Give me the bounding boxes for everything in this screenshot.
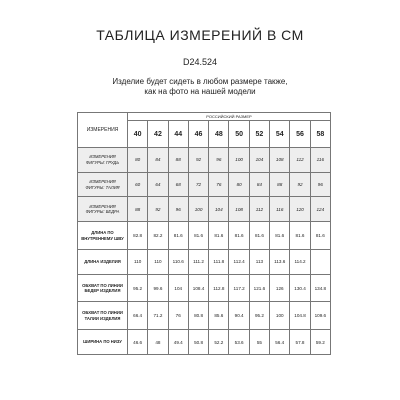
table-cell: 80.8 — [188, 302, 208, 330]
table-row — [78, 274, 331, 302]
table-cell: 130.4 — [290, 274, 310, 302]
row-label: ОБХВАТ ПО ЛИНИИ ТАЛИИ ИЗДЕЛИЯ — [78, 302, 128, 330]
row-label: ОБХВАТ ПО ЛИНИИ БЕДЕР ИЗДЕЛИЯ — [78, 274, 128, 302]
size-header-cell: 40 — [128, 121, 148, 148]
table-cell: 81.6 — [188, 222, 208, 250]
table-cell: 108 — [270, 148, 290, 173]
table-cell: 53.6 — [229, 330, 249, 355]
table-row — [78, 302, 331, 330]
table-cell: 56.4 — [270, 330, 290, 355]
table-cell: 82.2 — [148, 222, 168, 250]
table-cell: 81.6 — [290, 222, 310, 250]
size-header-cell: 54 — [270, 121, 290, 148]
table-cell: 95.2 — [249, 302, 269, 330]
measurements-header: ИЗМЕРЕНИЯ — [78, 113, 128, 148]
table-cell: 92 — [188, 148, 208, 173]
table-cell: 68 — [168, 172, 188, 197]
size-header-cell: 44 — [168, 121, 188, 148]
table-cell: 64 — [148, 172, 168, 197]
russian-size-header: РОССИЙСКИЙ РАЗМЕР — [128, 113, 331, 121]
table-cell: 100 — [270, 302, 290, 330]
table-cell: 88 — [128, 197, 148, 222]
table-cell: 126 — [270, 274, 290, 302]
size-header-cell: 46 — [188, 121, 208, 148]
table-row — [78, 148, 331, 173]
table-cell: 110 — [128, 249, 148, 274]
table-cell: 112 — [290, 148, 310, 173]
row-label: ИЗМЕРЕНИЯ ФИГУРЫ: ГРУДЬ — [78, 148, 128, 173]
table-cell: 52.2 — [209, 330, 229, 355]
row-label: ДЛИНА ИЗДЕЛИЯ — [78, 249, 128, 274]
table-cell: 96 — [310, 172, 330, 197]
table-cell: 84 — [249, 172, 269, 197]
row-label: ИЗМЕРЕНИЯ ФИГУРЫ: БЕДРА — [78, 197, 128, 222]
fit-note: Изделие будет сидеть в любом размере также, как на фото на нашей модели — [112, 77, 288, 96]
table-cell: 104 — [209, 197, 229, 222]
table-cell: 80 — [229, 172, 249, 197]
table-cell: 59.2 — [310, 330, 330, 355]
table-cell: 104.8 — [290, 302, 310, 330]
size-header-cell: 52 — [249, 121, 269, 148]
row-label: ИЗМЕРЕНИЯ ФИГУРЫ: ТАЛИЯ — [78, 172, 128, 197]
table-cell: 71.2 — [148, 302, 168, 330]
size-header-cell: 58 — [310, 121, 330, 148]
table-cell: 116 — [310, 148, 330, 173]
table-cell: 111.8 — [209, 249, 229, 274]
table-cell: 85.6 — [209, 302, 229, 330]
table-cell: 81.6 — [310, 222, 330, 250]
table-cell: 120 — [290, 197, 310, 222]
table-cell: 100 — [188, 197, 208, 222]
table-cell: 92 — [148, 197, 168, 222]
table-cell: 99.6 — [148, 274, 168, 302]
table-cell: 121.6 — [249, 274, 269, 302]
table-cell: 110.6 — [168, 249, 188, 274]
table-cell: 72 — [188, 172, 208, 197]
table-cell: 60 — [128, 172, 148, 197]
table-cell: 66.4 — [128, 302, 148, 330]
size-header-cell: 56 — [290, 121, 310, 148]
table-cell: 112.4 — [229, 249, 249, 274]
row-label: ДЛИНА ПО ВНУТРЕННЕМУ ШВУ — [78, 222, 128, 250]
table-cell: 110 — [148, 249, 168, 274]
table-body — [78, 148, 331, 355]
table-cell: 109.6 — [310, 302, 330, 330]
table-cell — [310, 249, 330, 274]
table-cell: 76 — [209, 172, 229, 197]
table-cell: 88 — [168, 148, 188, 173]
table-cell: 46.6 — [128, 330, 148, 355]
size-table — [77, 112, 331, 355]
size-header-cell: 48 — [209, 121, 229, 148]
table-cell: 81.6 — [209, 222, 229, 250]
table-cell: 81.6 — [270, 222, 290, 250]
table-cell: 108.4 — [188, 274, 208, 302]
table-cell: 81.6 — [229, 222, 249, 250]
table-cell: 80 — [128, 148, 148, 173]
table-cell: 113.6 — [270, 249, 290, 274]
table-cell: 88 — [270, 172, 290, 197]
table-cell: 55 — [249, 330, 269, 355]
table-row — [78, 222, 331, 250]
table-cell: 76 — [168, 302, 188, 330]
row-label: ШИРИНА ПО НИЗУ — [78, 330, 128, 355]
table-cell: 96 — [168, 197, 188, 222]
table-cell: 81.6 — [168, 222, 188, 250]
table-cell: 84 — [148, 148, 168, 173]
table-cell: 95.2 — [128, 274, 148, 302]
table-cell: 82.8 — [128, 222, 148, 250]
table-cell: 114.2 — [290, 249, 310, 274]
table-cell: 104 — [249, 148, 269, 173]
table-cell: 116 — [270, 197, 290, 222]
table-cell: 108 — [229, 197, 249, 222]
table-row — [78, 330, 331, 355]
table-row — [78, 197, 331, 222]
table-cell: 57.8 — [290, 330, 310, 355]
table-row — [78, 172, 331, 197]
table-cell: 48 — [148, 330, 168, 355]
table-cell: 90.4 — [229, 302, 249, 330]
table-cell: 117.2 — [229, 274, 249, 302]
table-cell: 124 — [310, 197, 330, 222]
table-cell: 112.8 — [209, 274, 229, 302]
table-cell: 134.8 — [310, 274, 330, 302]
size-header-cell: 42 — [148, 121, 168, 148]
table-cell: 100 — [229, 148, 249, 173]
page-title: ТАБЛИЦА ИЗМЕРЕНИЙ В СМ — [96, 27, 304, 43]
table-cell: 112 — [249, 197, 269, 222]
table-row — [78, 249, 331, 274]
table-cell: 49.4 — [168, 330, 188, 355]
table-cell: 96 — [209, 148, 229, 173]
table-cell: 104 — [168, 274, 188, 302]
table-cell: 81.6 — [249, 222, 269, 250]
table-cell: 50.8 — [188, 330, 208, 355]
product-code: D24.524 — [182, 57, 218, 67]
table-cell: 113 — [249, 249, 269, 274]
table-cell: 92 — [290, 172, 310, 197]
table-cell: 111.2 — [188, 249, 208, 274]
size-header-cell: 50 — [229, 121, 249, 148]
